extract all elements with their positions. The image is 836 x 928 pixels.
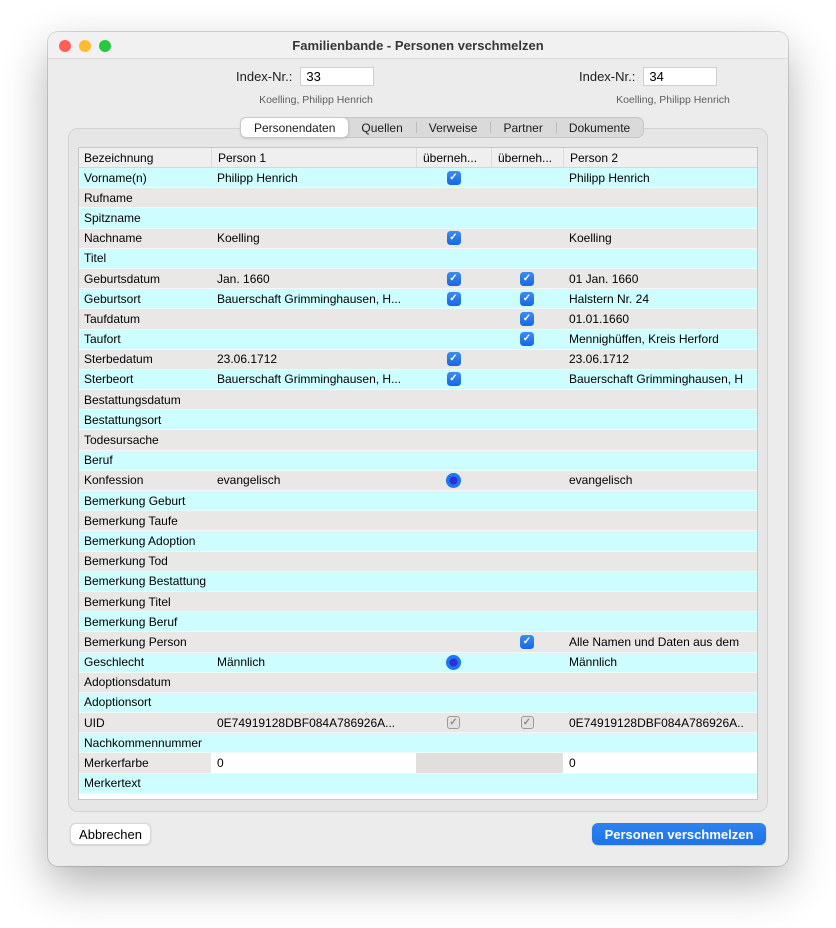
take-over-cell-2: [491, 511, 563, 530]
row-label: Taufort: [84, 332, 121, 347]
row-label: Vorname(n): [84, 170, 147, 185]
take-over-cell-1: [416, 309, 491, 328]
row-label: Nachname: [84, 231, 143, 246]
take-over-cell-2: [491, 592, 563, 611]
person2-value: [563, 572, 757, 591]
table-row: [79, 471, 757, 491]
row-label: Adoptionsdatum: [84, 675, 171, 690]
table-row: [79, 229, 757, 249]
person1-value: [211, 774, 416, 793]
table-row: [79, 774, 757, 794]
take-over-checkbox-2[interactable]: ✓: [520, 292, 534, 306]
take-over-checkbox-2[interactable]: ✓: [520, 272, 534, 286]
person2-value: [563, 753, 757, 772]
column-header: Bezeichnung: [84, 150, 154, 165]
take-over-cell-2: [491, 693, 563, 712]
take-over-cell-2: [491, 471, 563, 490]
person2-name: Koelling, Philipp Henrich: [616, 94, 730, 106]
take-over-cell-1: [416, 713, 491, 732]
take-over-cell-1: [416, 612, 491, 631]
cancel-button[interactable]: Abbrechen: [70, 823, 151, 845]
take-over-cell-2: [491, 491, 563, 510]
person2-value: [563, 592, 757, 611]
person2-value: Mennighüffen, Kreis Herford: [569, 332, 719, 347]
take-over-cell-2: [491, 370, 563, 389]
title-bar: [48, 32, 788, 59]
row-label: Spitzname: [84, 210, 141, 225]
table-row: [79, 188, 757, 208]
take-over-cell-2: [491, 531, 563, 550]
person1-value: Koelling: [217, 231, 260, 246]
person1-value: [211, 309, 416, 328]
person2-value: 01 Jan. 1660: [569, 271, 639, 286]
window-title: Familienbande - Personen verschmelzen: [292, 37, 544, 53]
person1-value: 23.06.1712: [217, 352, 278, 367]
table-row: [79, 390, 757, 410]
take-over-cell-2: [491, 330, 563, 349]
take-over-checkbox-1[interactable]: ✓: [447, 352, 461, 366]
person2-value: Koelling: [569, 231, 612, 246]
column-header: überneh...: [491, 148, 563, 167]
tab-personendaten[interactable]: Personendaten: [240, 117, 349, 138]
row-label: Bemerkung Bestattung: [84, 574, 207, 589]
person2-value: [563, 774, 757, 793]
person1-value: [211, 733, 416, 752]
person1-value: Philipp Henrich: [217, 170, 298, 185]
person2-value: [563, 430, 757, 449]
person2-value: 23.06.1712: [569, 352, 630, 367]
row-label: Todesursache: [84, 433, 159, 448]
table-row: [79, 451, 757, 471]
table-row: [79, 309, 757, 329]
take-over-cell-1: [416, 249, 491, 268]
row-label: Bemerkung Adoption: [84, 533, 196, 548]
person2-value: 01.01.1660: [569, 311, 630, 326]
take-over-cell-1: [416, 330, 491, 349]
take-over-cell-2: [491, 269, 563, 288]
person1-value: [211, 612, 416, 631]
person2-value: [563, 612, 757, 631]
merge-table: [78, 147, 758, 800]
person2-value: [563, 511, 757, 530]
row-label: Bestattungsdatum: [84, 392, 181, 407]
take-over-cell-2: [491, 572, 563, 591]
row-label: Merkertext: [84, 776, 141, 791]
person1-value: [211, 511, 416, 530]
tab-dokumente[interactable]: Dokumente: [556, 118, 643, 137]
tab-quellen[interactable]: Quellen: [361, 120, 403, 135]
row-label: Bemerkung Taufe: [84, 513, 178, 528]
table-row: [79, 632, 757, 652]
take-over-cell-1: [416, 410, 491, 429]
take-over-cell-1: [416, 390, 491, 409]
take-over-checkbox-1[interactable]: ✓: [447, 292, 461, 306]
table-row: [79, 511, 757, 531]
take-over-cell-2: [491, 350, 563, 369]
person2-value: [563, 673, 757, 692]
take-over-cell-2: [491, 229, 563, 248]
person2-value: [563, 390, 757, 409]
column-header: überneh...: [416, 148, 491, 167]
take-over-cell-1: [416, 592, 491, 611]
take-over-cell-1: [416, 733, 491, 752]
close-window-button[interactable]: [59, 40, 71, 52]
row-label: Konfession: [84, 473, 144, 488]
take-over-cell-2: [491, 208, 563, 227]
person2-value: Bauerschaft Grimminghausen, H: [569, 372, 744, 387]
take-over-checkbox-1[interactable]: ✓: [447, 231, 461, 245]
person1-value: [211, 491, 416, 510]
tab-partner[interactable]: Partner: [490, 118, 555, 137]
person2-value: [563, 188, 757, 207]
table-row: [79, 531, 757, 551]
row-label: Geschlecht: [84, 655, 145, 670]
person1-value: [211, 632, 416, 651]
table-row: [79, 330, 757, 350]
take-over-checkbox-2[interactable]: ✓: [520, 332, 534, 346]
person1-value: Männlich: [217, 655, 266, 670]
take-over-cell-2: [491, 552, 563, 571]
take-over-cell-1: [416, 653, 491, 672]
take-over-cell-1: [416, 753, 491, 772]
merge-persons-button[interactable]: Personen verschmelzen: [592, 823, 766, 845]
take-over-checkbox-2[interactable]: ✓: [520, 635, 534, 649]
take-over-cell-2: [491, 410, 563, 429]
row-label: Beruf: [84, 453, 113, 468]
take-over-cell-1: [416, 511, 491, 530]
row-label: Bemerkung Titel: [84, 594, 171, 609]
take-over-cell-2: [491, 753, 563, 772]
table-row: [79, 592, 757, 612]
row-label: Geburtsdatum: [84, 271, 161, 286]
table-row: [79, 350, 757, 370]
person1-value: Jan. 1660: [217, 271, 270, 286]
person1-value: [211, 753, 416, 772]
index-label-person1: Index-Nr.:: [236, 68, 293, 84]
row-label: Bemerkung Geburt: [84, 493, 186, 508]
table-row: [79, 552, 757, 572]
person2-value: [563, 693, 757, 712]
take-over-cell-1: [416, 269, 491, 288]
person1-value: [211, 249, 416, 268]
table-row: [79, 491, 757, 511]
app-window: [48, 32, 788, 866]
take-over-cell-1: [416, 673, 491, 692]
take-over-cell-2: [491, 451, 563, 470]
row-label: Sterbedatum: [84, 352, 153, 367]
take-over-cell-1: [416, 491, 491, 510]
person2-value: [563, 249, 757, 268]
minimize-window-button[interactable]: [79, 40, 91, 52]
person1-value: [211, 531, 416, 550]
take-over-cell-2: [491, 774, 563, 793]
take-over-radio-1[interactable]: [446, 655, 461, 670]
person2-value: Alle Namen und Daten aus dem: [569, 634, 740, 649]
row-label: Rufname: [84, 190, 133, 205]
person1-value: [211, 592, 416, 611]
row-label: Bemerkung Tod: [84, 554, 168, 569]
take-over-cell-1: [416, 451, 491, 470]
take-over-cell-1: [416, 774, 491, 793]
index-label-person2: Index-Nr.:: [579, 68, 636, 84]
take-over-checkbox-disabled-1: ✓: [447, 716, 460, 729]
table-row: [79, 249, 757, 269]
person1-value: [211, 390, 416, 409]
take-over-cell-1: [416, 693, 491, 712]
index-group-person1: [236, 66, 374, 86]
take-over-cell-2: [491, 168, 563, 187]
person2-value: [563, 552, 757, 571]
person1-value: 0E74919128DBF084A786926A...: [217, 715, 396, 730]
take-over-cell-1: [416, 531, 491, 550]
table-row: [79, 430, 757, 450]
table-row: [79, 612, 757, 632]
table-row: [79, 733, 757, 753]
column-header: Person 1: [211, 148, 416, 167]
person2-value: [563, 451, 757, 470]
row-label: Bestattungsort: [84, 412, 162, 427]
person1-value: Bauerschaft Grimminghausen, H...: [217, 372, 402, 387]
index-input-person2[interactable]: [643, 67, 717, 86]
person2-value: evangelisch: [569, 473, 633, 488]
take-over-cell-1: [416, 430, 491, 449]
take-over-cell-2: [491, 249, 563, 268]
tab-bar: [240, 117, 644, 138]
table-row: [79, 713, 757, 733]
take-over-checkbox-disabled-2: ✓: [521, 716, 534, 729]
take-over-cell-1: [416, 471, 491, 490]
take-over-cell-2: [491, 309, 563, 328]
take-over-cell-2: [491, 632, 563, 651]
table-row: [79, 653, 757, 673]
person2-value: [563, 531, 757, 550]
table-row: [79, 673, 757, 693]
table-header: [79, 148, 757, 168]
person2-input[interactable]: [563, 753, 757, 772]
tab-verweise[interactable]: Verweise: [416, 118, 491, 137]
person1-value: [211, 693, 416, 712]
person1-value: [211, 188, 416, 207]
person1-value: [211, 410, 416, 429]
person2-value: [563, 733, 757, 752]
person1-value: evangelisch: [217, 473, 281, 488]
person2-value: Männlich: [569, 655, 618, 670]
table-row: [79, 208, 757, 228]
take-over-cell-1: [416, 188, 491, 207]
table-row: [79, 693, 757, 713]
row-label: Geburtsort: [84, 291, 141, 306]
take-over-checkbox-1[interactable]: ✓: [447, 372, 461, 386]
table-row: [79, 753, 757, 773]
person2-value: 0E74919128DBF084A786926A..: [569, 715, 744, 730]
person1-value: [211, 430, 416, 449]
row-label: Adoptionsort: [84, 695, 152, 710]
person2-value: [563, 491, 757, 510]
index-input-person1[interactable]: [300, 67, 374, 86]
zoom-window-button[interactable]: [99, 40, 111, 52]
take-over-cell-2: [491, 733, 563, 752]
take-over-cell-1: [416, 168, 491, 187]
table-row: [79, 572, 757, 592]
take-over-cell-1: [416, 572, 491, 591]
row-label: Merkerfarbe: [84, 756, 149, 771]
row-label: UID: [84, 715, 105, 730]
column-header: Person 2: [563, 148, 757, 167]
take-over-cell-2: [491, 673, 563, 692]
person1-value: [211, 330, 416, 349]
row-label: Titel: [84, 251, 107, 266]
row-label: Nachkommennummer: [84, 735, 203, 750]
take-over-cell-1: [416, 208, 491, 227]
take-over-checkbox-2[interactable]: ✓: [520, 312, 534, 326]
table-row: [79, 370, 757, 390]
table-row: [79, 410, 757, 430]
take-over-cell-1: [416, 350, 491, 369]
person1-value: [211, 572, 416, 591]
row-label: Bemerkung Person: [84, 634, 187, 649]
row-label: Bemerkung Beruf: [84, 614, 178, 629]
take-over-cell-2: [491, 713, 563, 732]
table-row: [79, 269, 757, 289]
row-label: Taufdatum: [84, 311, 141, 326]
person1-value: [211, 552, 416, 571]
table-row: [79, 289, 757, 309]
table-row: [79, 168, 757, 188]
take-over-cell-1: [416, 229, 491, 248]
take-over-checkbox-1[interactable]: ✓: [447, 171, 461, 185]
take-over-cell-1: [416, 370, 491, 389]
table-body: [79, 168, 757, 794]
take-over-cell-2: [491, 289, 563, 308]
person2-value: Halstern Nr. 24: [569, 291, 650, 306]
person1-name: Koelling, Philipp Henrich: [259, 94, 373, 106]
index-group-person2: [579, 66, 717, 86]
traffic-lights: [59, 40, 111, 52]
person2-value: Philipp Henrich: [569, 170, 650, 185]
person1-input[interactable]: [211, 753, 416, 772]
take-over-cell-2: [491, 612, 563, 631]
take-over-cell-2: [491, 390, 563, 409]
person1-value: Bauerschaft Grimminghausen, H...: [217, 291, 402, 306]
take-over-radio-1[interactable]: [446, 473, 461, 488]
person2-value: [563, 410, 757, 429]
take-over-cell-2: [491, 653, 563, 672]
take-over-cell-2: [491, 430, 563, 449]
row-label: Sterbeort: [84, 372, 134, 387]
take-over-cell-2: [491, 188, 563, 207]
person1-value: [211, 451, 416, 470]
take-over-cell-1: [416, 632, 491, 651]
take-over-checkbox-1[interactable]: ✓: [447, 272, 461, 286]
person1-value: [211, 673, 416, 692]
person2-value: [563, 208, 757, 227]
take-over-cell-1: [416, 289, 491, 308]
person1-value: [211, 208, 416, 227]
take-over-cell-1: [416, 552, 491, 571]
